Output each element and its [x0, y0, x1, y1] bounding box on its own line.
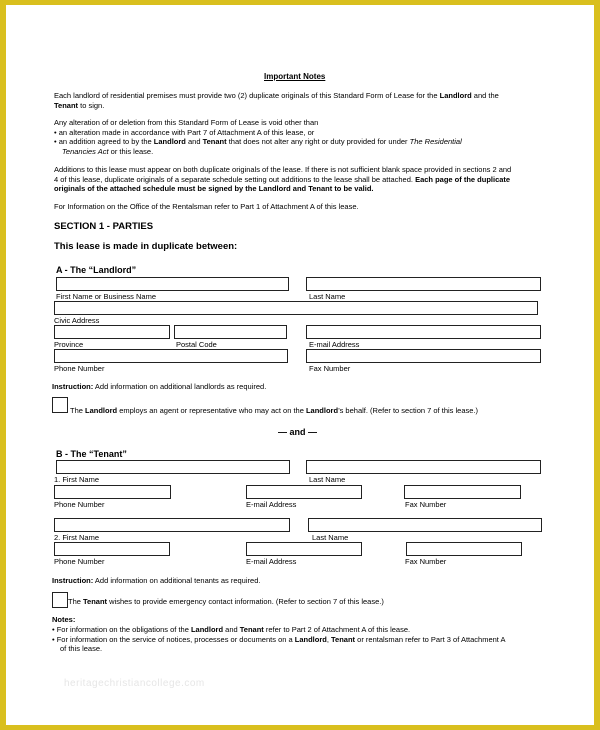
- landlord-first-name-label: First Name or Business Name: [56, 292, 157, 301]
- notes-para-1: [54, 91, 544, 110]
- tenant2-last-name-label: Last Name: [312, 533, 349, 542]
- text: originals of the attached schedule must be signed by the Landlord and Tenant to be valid.: [54, 184, 374, 193]
- text: Instruction:: [52, 382, 94, 391]
- text: Landlord: [305, 406, 339, 415]
- landlord-agent-text: [70, 406, 478, 416]
- notes-para-4: For Information on the Office of the Rentalsman refer to Part 1 of Attachment A of this lease.: [54, 202, 359, 211]
- tenant1-last-name-field[interactable]: [306, 460, 541, 474]
- tenant2-phone-field[interactable]: [54, 542, 170, 556]
- text: Tenant: [202, 137, 227, 146]
- landlord-last-name-field[interactable]: [306, 277, 541, 291]
- landlord-fax-field[interactable]: [306, 349, 541, 363]
- tenant-emergency-text: [68, 597, 384, 607]
- bullet: •: [52, 634, 57, 644]
- and-divider: — and —: [278, 427, 318, 437]
- tenant2-first-name-label: 2. First Name: [54, 533, 100, 542]
- text: Add information on additional tenants as required.: [93, 576, 261, 585]
- text: Each landlord of residential premises must provide two (2) duplicate originals of this Standard Form of Lease for the: [54, 91, 440, 100]
- landlord-civic-address-field[interactable]: [54, 301, 538, 315]
- text: Landlord: [190, 625, 224, 634]
- tenant1-email-label: E-mail Address: [246, 500, 297, 509]
- tenant2-last-name-field[interactable]: [308, 518, 542, 532]
- duplicate-title: This lease is made in duplicate between:: [54, 241, 238, 252]
- landlord-last-name-label: Last Name: [309, 292, 346, 301]
- tenant-emergency-checkbox[interactable]: [52, 592, 68, 608]
- tenant1-fax-field[interactable]: [404, 485, 521, 499]
- tenant2-first-name-field[interactable]: [54, 518, 290, 532]
- notes-title: Important Notes: [264, 72, 326, 81]
- text: ,: [326, 634, 332, 644]
- text: Instruction:: [52, 576, 94, 585]
- landlord-instruction: [52, 382, 266, 392]
- landlord-fax-label: Fax Number: [309, 364, 351, 373]
- text: Landlord: [439, 91, 472, 100]
- text: Any alteration of or deletion from this Standard Form of Lease is void other than: [54, 118, 319, 127]
- text: Tenant: [331, 634, 356, 644]
- text: that does not alter any right or duty provided for under: [226, 137, 410, 146]
- landlord-phone-label: Phone Number: [54, 364, 105, 373]
- tenant-heading: B - The “Tenant”: [56, 449, 127, 459]
- watermark: heritagechristiancollege.com: [64, 678, 205, 689]
- tenant1-first-name-field[interactable]: [56, 460, 290, 474]
- notes-para-2: [54, 118, 544, 156]
- tenant1-fax-label: Fax Number: [405, 500, 447, 509]
- landlord-first-name-field[interactable]: [56, 277, 289, 291]
- landlord-agent-checkbox[interactable]: [52, 397, 68, 413]
- landlord-province-field[interactable]: [54, 325, 170, 339]
- landlord-phone-field[interactable]: [54, 349, 288, 363]
- bullet: •: [54, 137, 59, 146]
- landlord-heading: A - The “Landlord”: [56, 265, 137, 275]
- text: For information on the obligations of the: [56, 625, 191, 634]
- text: For information on the service of notices, processes or documents on a: [56, 634, 295, 644]
- text: Landlord: [294, 634, 327, 644]
- tenant1-phone-field[interactable]: [54, 485, 171, 499]
- document-page: [6, 5, 594, 725]
- text: Tenant: [54, 100, 79, 110]
- text: and: [185, 137, 203, 146]
- tenant2-fax-field[interactable]: [406, 542, 522, 556]
- text: and the: [471, 91, 499, 100]
- text: The: [70, 406, 86, 415]
- bullet: •: [54, 127, 59, 137]
- tenant1-phone-label: Phone Number: [54, 500, 105, 509]
- tenant1-last-name-label: Last Name: [309, 475, 346, 484]
- text: Landlord: [153, 137, 186, 146]
- text: Tenant: [239, 625, 264, 634]
- landlord-civic-address-label: Civic Address: [54, 316, 100, 325]
- tenant2-email-field[interactable]: [246, 542, 362, 556]
- tenant1-first-name-label: 1. First Name: [54, 475, 100, 484]
- tenant-instruction: [52, 576, 260, 586]
- text: 4 of this lease, duplicate originals of a separate schedule setting out additions to the lease shall be attached.: [54, 174, 416, 184]
- text: Additions to this lease must appear on both duplicate originals of the lease. If there is not sufficient blank space provided in sections 2 and: [54, 165, 512, 174]
- text: and: [223, 625, 240, 634]
- landlord-postal-code-label: Postal Code: [176, 340, 217, 349]
- bullet: •: [52, 625, 57, 634]
- text: Tenancies Act: [62, 146, 109, 156]
- text: or this lease.: [108, 146, 154, 156]
- text: of this lease.: [60, 644, 103, 653]
- text: The: [68, 597, 84, 606]
- landlord-email-field[interactable]: [306, 325, 541, 339]
- notes-para-3: [54, 165, 554, 194]
- text: Each page of the duplicate: [415, 174, 511, 184]
- text: an alteration made in accordance with Part 7 of Attachment A of this lease, or: [58, 127, 315, 137]
- landlord-postal-code-field[interactable]: [174, 325, 287, 339]
- notes-label: Notes:: [52, 615, 76, 624]
- text: Tenant: [83, 597, 108, 606]
- text: employs an agent or representative who may act on the: [117, 406, 306, 415]
- tenant2-phone-label: Phone Number: [54, 557, 105, 566]
- landlord-province-label: Province: [54, 340, 84, 349]
- text: The Residential: [409, 137, 462, 146]
- text: or rentalsman refer to Part 3 of Attachment A: [355, 634, 506, 644]
- tenant2-email-label: E-mail Address: [246, 557, 297, 566]
- text: Landlord: [85, 406, 118, 415]
- text: ’s behalf. (Refer to section 7 of this lease.): [338, 406, 478, 415]
- text: wishes to provide emergency contact information. (Refer to section 7 of this lease.): [107, 597, 384, 606]
- tenant2-fax-label: Fax Number: [405, 557, 447, 566]
- text: to sign.: [78, 100, 105, 110]
- text: refer to Part 2 of Attachment A of this lease.: [263, 625, 411, 634]
- notes-list: [52, 625, 552, 654]
- section-title: SECTION 1 - PARTIES: [54, 221, 154, 232]
- text: Add information on additional landlords as required.: [93, 382, 267, 391]
- tenant1-email-field[interactable]: [246, 485, 362, 499]
- text: an addition agreed to by the: [58, 137, 154, 146]
- landlord-email-label: E-mail Address: [309, 340, 360, 349]
